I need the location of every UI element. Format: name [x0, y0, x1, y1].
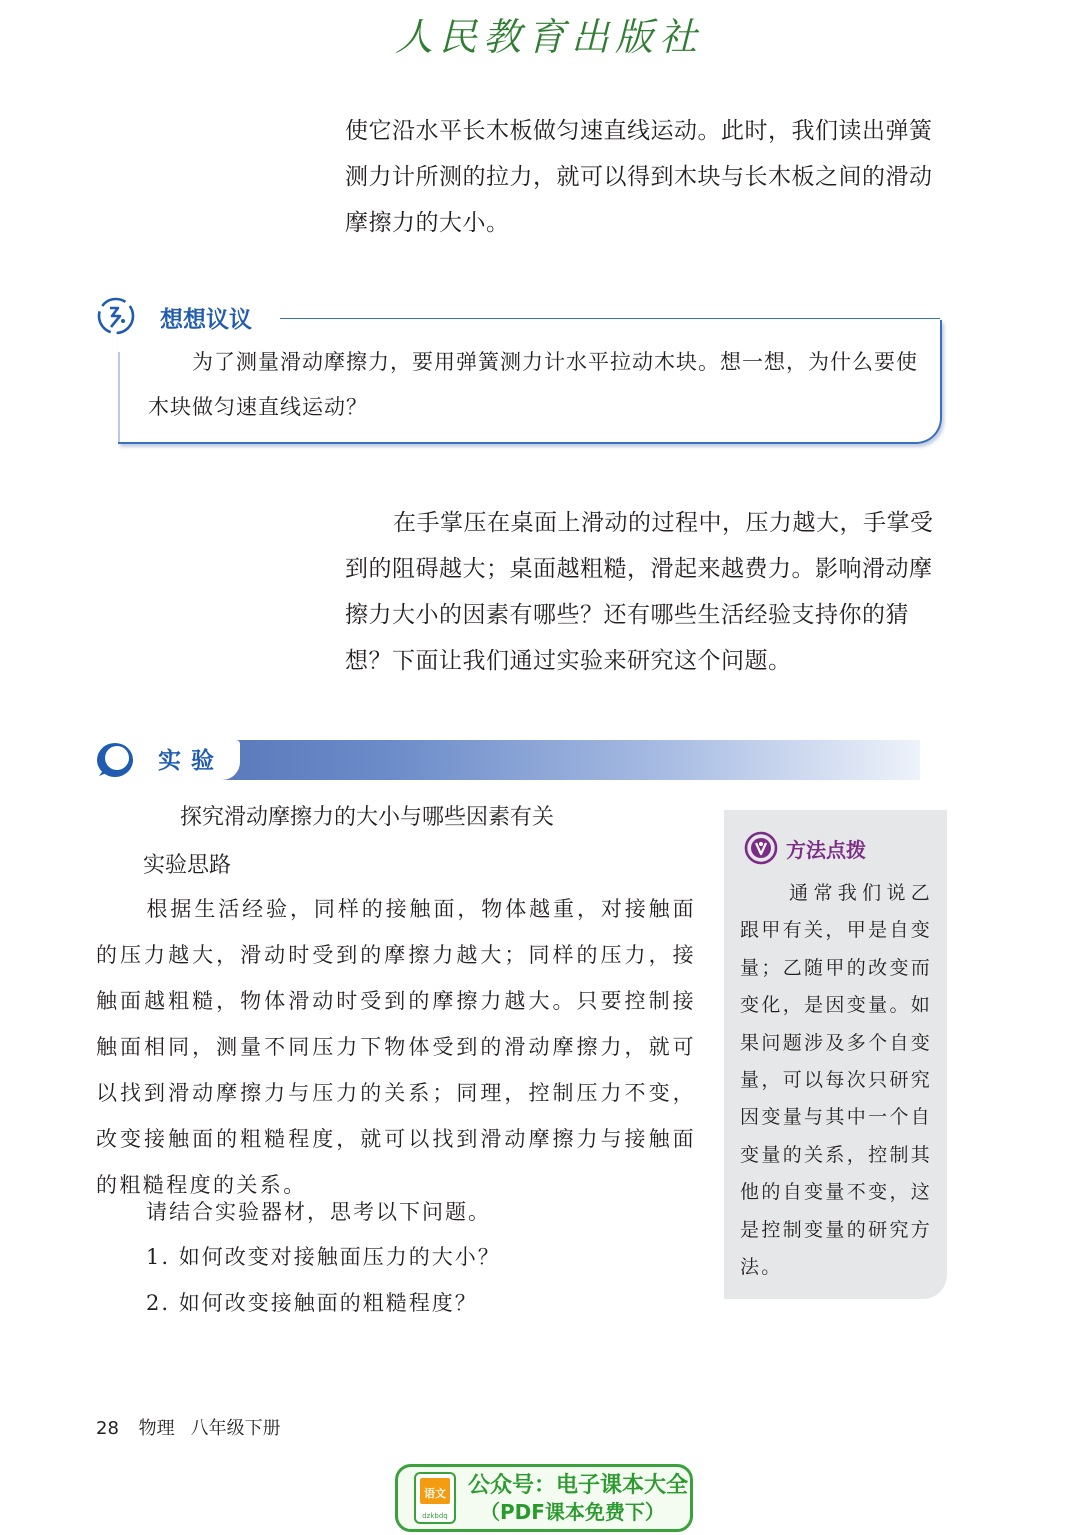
think-box-edge — [118, 352, 120, 442]
experiment-paragraph-text: 根据生活经验，同样的接触面，物体越重，对接触面的压力越大，滑动时受到的摩擦力越大；同样的压力，接触面越粗糙，物体滑动时受到的摩擦力越大。只要控制接触面相同，测量不同压力下物体受到的滑动摩擦力，就可以找到滑动摩擦力与压力的关系；同理，控制压力不变，改变接触面的粗糙程度，就可以找到滑动摩擦力与接触面的粗糙程度的关系。 — [96, 897, 696, 1197]
book-icon-caption: dzkbdq — [422, 1512, 448, 1520]
watermark-line-2: （PDF课本免费下） — [480, 1500, 665, 1524]
experiment-heading: 实验思路 — [143, 853, 232, 878]
think-question — [148, 340, 923, 430]
footer-grade: 八年级下册 — [190, 1418, 281, 1439]
page-number: 28 — [96, 1418, 119, 1439]
intro-paragraph: 使它沿水平长木板做匀速直线运动。此时，我们读出弹簧测力计所测的拉力，就可以得到木块与长木板之间的滑动摩擦力的大小。 — [345, 118, 933, 236]
method-tip-title: 方法点拨 — [786, 838, 866, 862]
experiment-paragraph — [96, 886, 696, 1208]
book-icon-label: 语文 — [424, 1487, 446, 1500]
experiment-question-2: 2. 如何改变接触面的粗糙程度？ — [146, 1291, 478, 1315]
experiment-icon — [93, 738, 139, 782]
experiment-question-1: 1. 如何改变对接触面压力的大小？ — [146, 1245, 501, 1269]
think-divider — [280, 318, 940, 319]
method-tip-text: 通常我们说乙跟甲有关，甲是自变量；乙随甲的改变而变化，是因变量。如果问题涉及多个自变量，可以每次只研究因变量与其中一个自变量的关系，控制其他的自变量不变，这是控制变量的研究方法。 — [740, 882, 932, 1279]
publisher-logo: 人民教育出版社 — [395, 15, 704, 59]
palm-paragraph: 在手掌压在桌面上滑动的过程中，压力越大，手掌受到的阻碍越大；桌面越粗糙，滑起来越费力。影响滑动摩擦力大小的因素有哪些？还有哪些生活经验支持你的猜想？下面让我们通过实验来研究这个问题。 — [345, 510, 934, 674]
book-icon — [412, 1470, 458, 1526]
think-question-text: 为了测量滑动摩擦力，要用弹簧测力计水平拉动木块。想一想，为什么要使木块做匀速直线运动？ — [148, 350, 918, 419]
watermark-line-1: 公众号：电子课本大全 — [468, 1473, 689, 1498]
experiment-prompt: 请结合实验器材，思考以下问题。 — [146, 1200, 491, 1224]
experiment-subtitle: 探究滑动摩擦力的大小与哪些因素有关 — [180, 805, 555, 830]
method-tip — [740, 875, 932, 1286]
experiment-label: 实验 — [158, 748, 224, 774]
think-section-title: 想想议议 — [160, 307, 252, 333]
lightbulb-icon — [744, 831, 778, 865]
page-footer — [96, 1414, 281, 1440]
footer-subject: 物理 — [138, 1418, 175, 1439]
